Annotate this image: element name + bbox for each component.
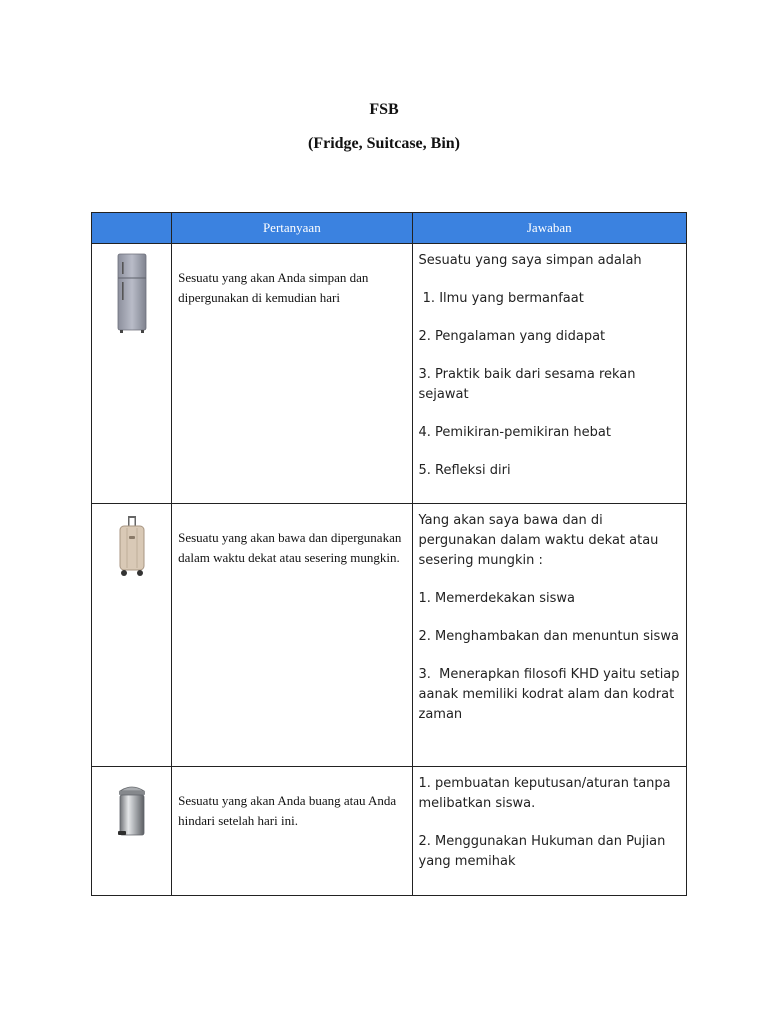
answer-cell <box>412 767 686 896</box>
answer-line: 1. Memerdekakan siswa <box>418 591 575 606</box>
answer-cell <box>412 504 686 767</box>
question-text: Sesuatu yang akan Anda simpan dan dipergunakan di kemudian hari <box>178 270 369 305</box>
fridge-icon <box>115 252 149 338</box>
question-text: Sesuatu yang akan Anda buang atau Anda hindari setelah hari ini. <box>178 793 397 828</box>
table-header-row <box>92 213 687 244</box>
answer-line: 4. Pemikiran-pemikiran hebat <box>418 425 611 440</box>
answer-line: 3. Menerapkan filosofi KHD yaitu setiap aanak memiliki kodrat alam dan kodrat zaman <box>418 667 684 722</box>
image-cell <box>92 767 172 896</box>
suitcase-icon <box>117 514 147 582</box>
header-image-column <box>92 213 172 244</box>
table-row <box>92 767 687 896</box>
answer-cell <box>412 244 686 504</box>
trash-bin-icon <box>114 781 150 843</box>
answer-line: 5. Refleksi diri <box>418 463 511 478</box>
page-title: FSB <box>369 101 399 118</box>
table-row <box>92 504 687 767</box>
answer-line: Yang akan saya bawa dan di pergunakan dalam waktu dekat atau sesering mungkin : <box>418 513 663 568</box>
answer-line: 2. Menghambakan dan menuntun siswa <box>418 629 679 644</box>
answer-line: 1. Ilmu yang bermanfaat <box>418 291 584 306</box>
answer-line: 2. Pengalaman yang didapat <box>418 329 606 344</box>
header-jawaban: Jawaban <box>412 213 686 244</box>
page-subtitle: (Fridge, Suitcase, Bin) <box>308 135 460 152</box>
answer-line: 3. Praktik baik dari sesama rekan sejawat <box>418 367 640 402</box>
header-pertanyaan: Pertanyaan <box>172 213 412 244</box>
question-cell <box>172 767 412 896</box>
table-row <box>92 244 687 504</box>
answer-line: Sesuatu yang saya simpan adalah <box>418 253 642 268</box>
answer-line: 2. Menggunakan Hukuman dan Pujian yang memihak <box>418 834 670 869</box>
question-cell <box>172 504 412 767</box>
fsb-table <box>91 212 687 896</box>
question-cell <box>172 244 412 504</box>
question-text: Sesuatu yang akan bawa dan dipergunakan dalam waktu dekat atau sesering mungkin. <box>178 530 402 565</box>
answer-line: 1. pembuatan keputusan/aturan tanpa melibatkan siswa. <box>418 776 675 811</box>
image-cell <box>92 504 172 767</box>
image-cell <box>92 244 172 504</box>
